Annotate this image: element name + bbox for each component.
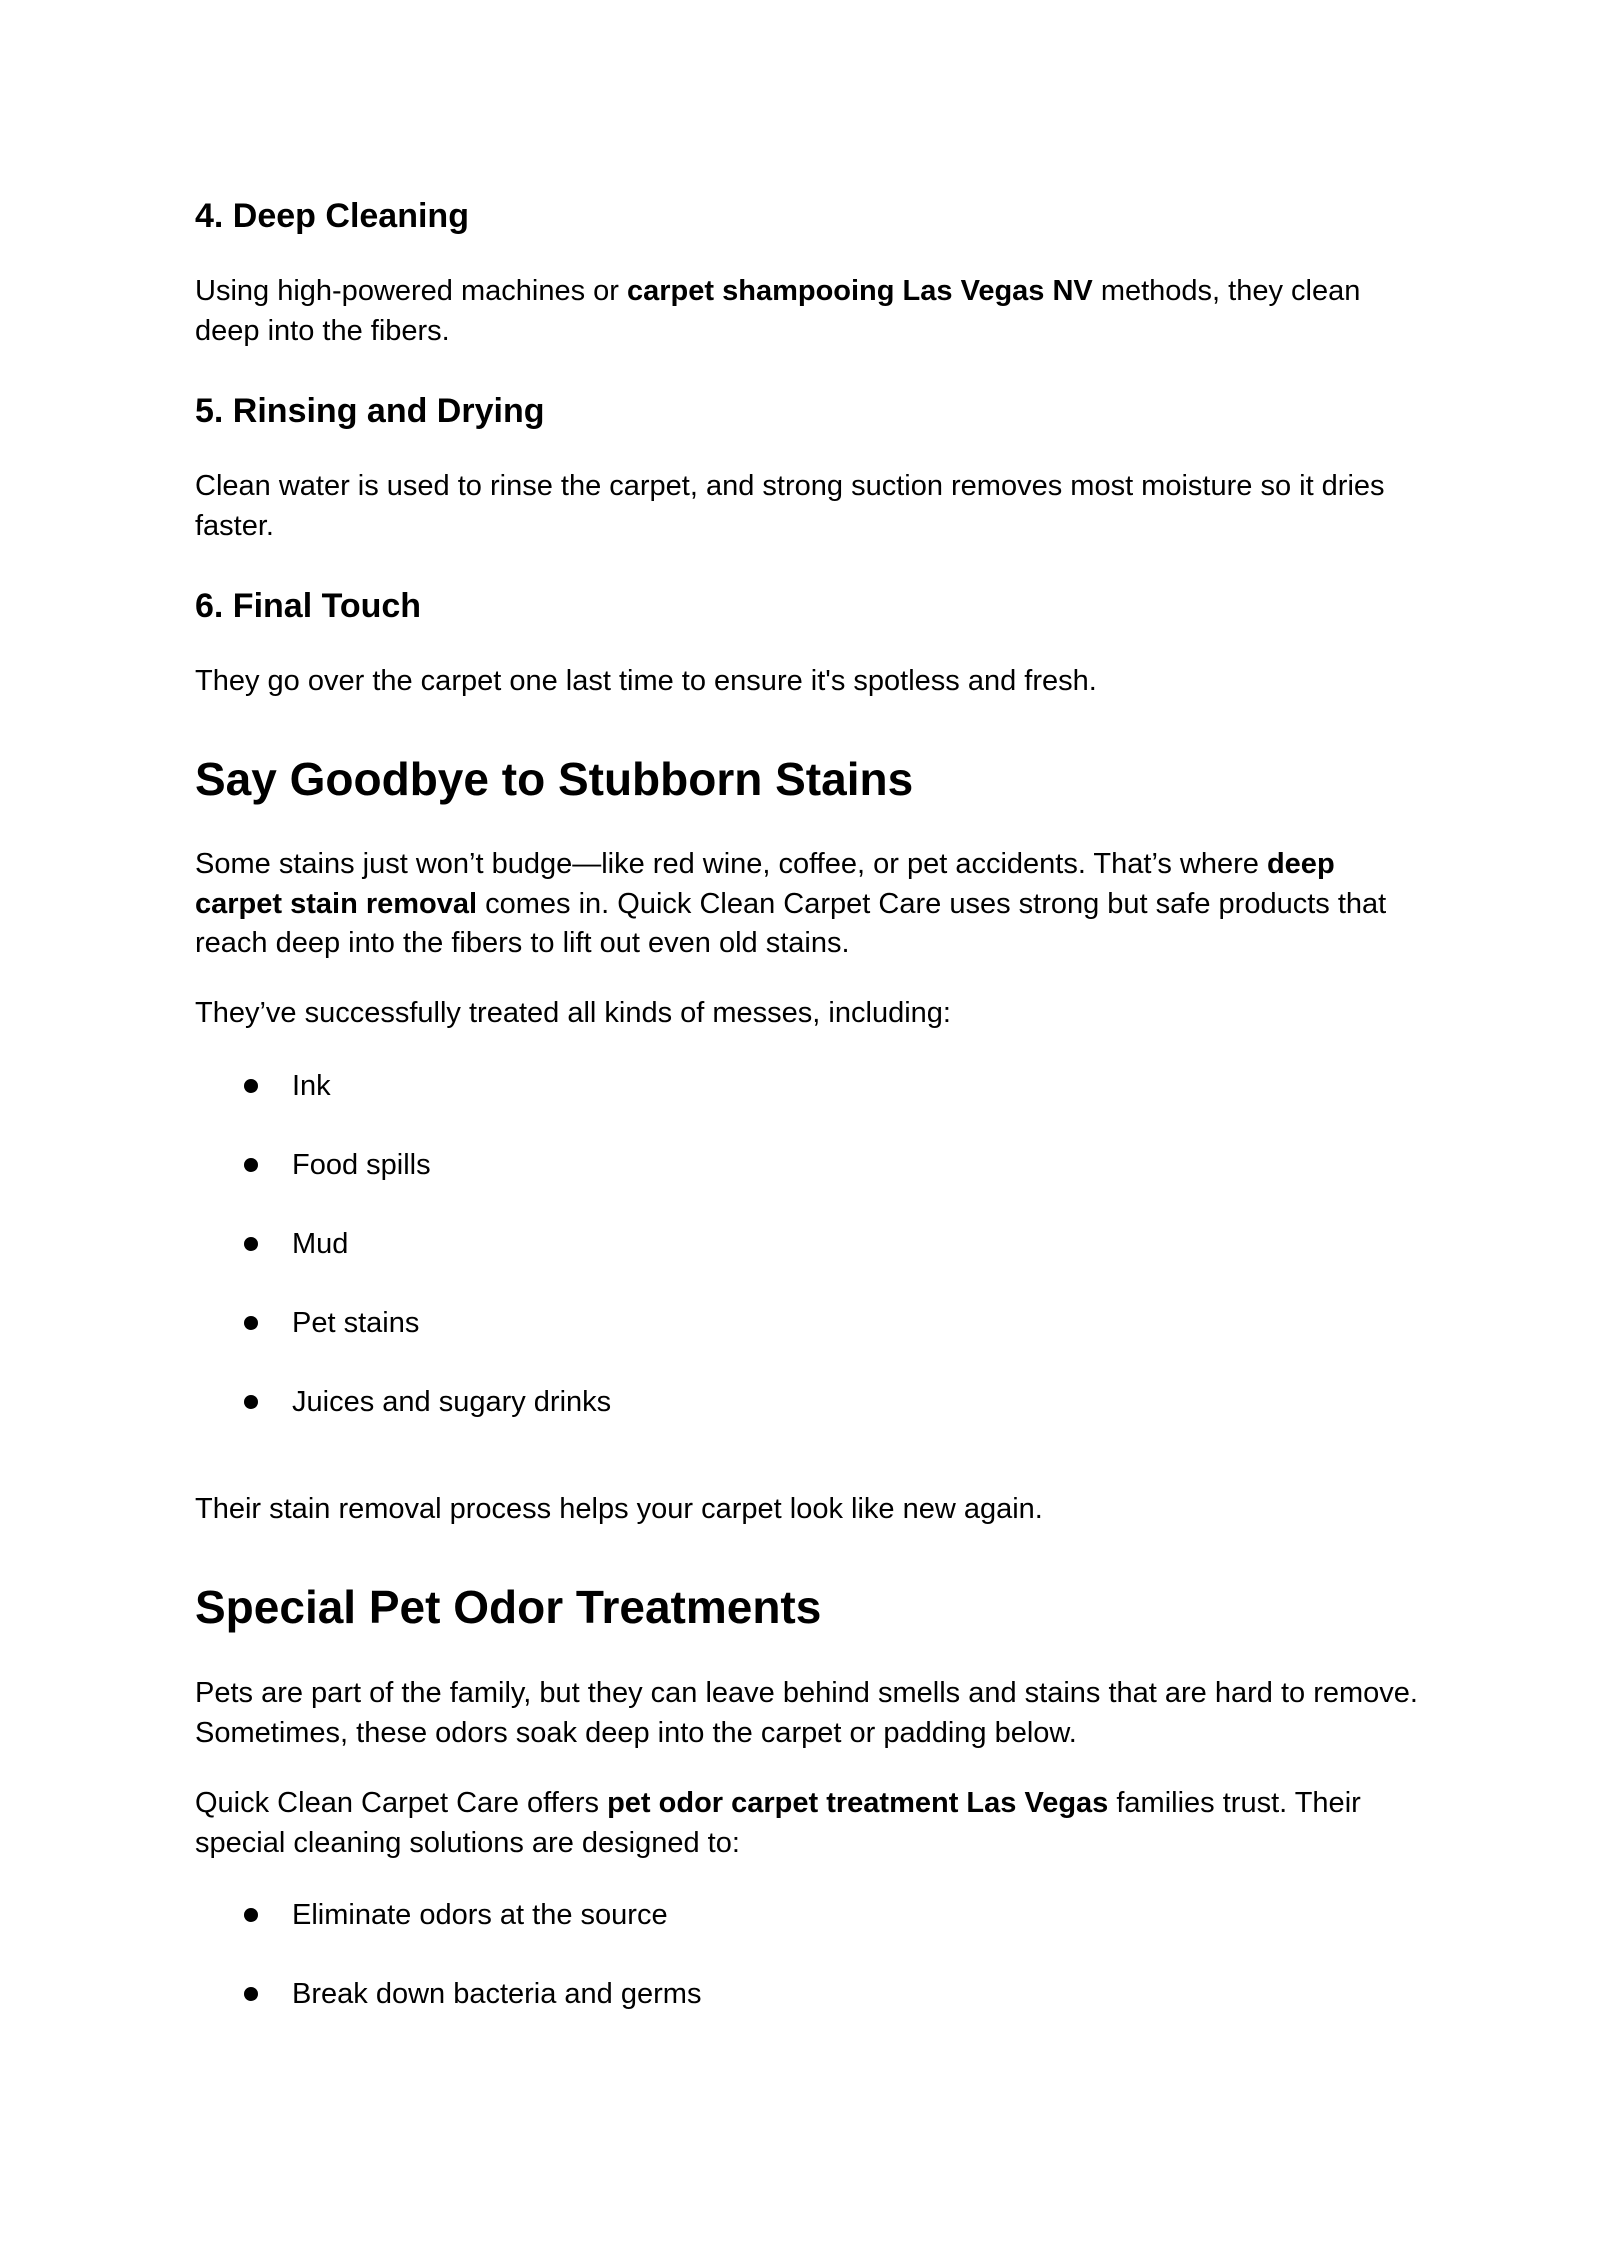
pet-odor-text-1: Quick Clean Carpet Care offers: [195, 1787, 608, 1819]
stains-bold-1: deep carpet stain removal: [195, 848, 1335, 920]
bullet-icon: [244, 1237, 258, 1251]
list-item: [195, 1895, 701, 1974]
pet-odor-paragraph-2: [195, 1784, 1425, 1863]
list-item-text: Pet stains: [292, 1307, 420, 1339]
deep-cleaning-heading: 4. Deep Cleaning: [195, 197, 469, 235]
list-item-text: Mud: [292, 1228, 349, 1260]
bullet-icon: [244, 1908, 258, 1922]
final-touch-paragraph: They go over the carpet one last time to ensure it's spotless and fresh.: [195, 665, 1097, 697]
bullet-icon: [244, 1987, 258, 2001]
pet-odor-text-2: families trust. Their special cleaning solutions are designed to:: [195, 1787, 1361, 1859]
list-item-text: Ink: [292, 1070, 331, 1102]
stains-intro: They’ve successfully treated all kinds of messes, including:: [195, 997, 951, 1029]
list-item: [195, 1974, 701, 2053]
list-item-text: Juices and sugary drinks: [292, 1386, 612, 1418]
pet-odor-paragraph-1: Pets are part of the family, but they can leave behind smells and stains that are hard to remove. Sometimes, these odors soak deep into the carpet or padding below.: [195, 1677, 1418, 1749]
list-item: [195, 1145, 611, 1224]
stains-list: [195, 1066, 611, 1461]
deep-cleaning-text-2: methods, they clean deep into the fibers.: [195, 275, 1361, 347]
pet-odor-bold-1: pet odor carpet treatment Las Vegas: [607, 1787, 1109, 1819]
bullet-icon: [244, 1079, 258, 1093]
deep-cleaning-text-1: Using high-powered machines or: [195, 275, 627, 307]
list-item-text: Eliminate odors at the source: [292, 1899, 668, 1931]
list-item: [195, 1066, 611, 1145]
stains-text-2: comes in. Quick Clean Carpet Care uses strong but safe products that reach deep into the fibers to lift out even old stains.: [195, 887, 1387, 959]
deep-cleaning-bold-1: carpet shampooing Las Vegas NV: [627, 275, 1093, 307]
bullet-icon: [244, 1158, 258, 1172]
deep-cleaning-paragraph: [195, 272, 1425, 351]
list-item: [195, 1382, 611, 1461]
stains-heading: Say Goodbye to Stubborn Stains: [195, 753, 914, 805]
list-item: [195, 1224, 611, 1303]
list-item-text: Break down bacteria and germs: [292, 1978, 702, 2010]
list-item: [195, 1303, 611, 1382]
rinsing-heading: 5. Rinsing and Drying: [195, 392, 545, 430]
final-touch-heading: 6. Final Touch: [195, 587, 422, 625]
stains-closing: Their stain removal process helps your carpet look like new again.: [195, 1493, 1043, 1525]
pet-odor-list: [195, 1895, 701, 2053]
rinsing-paragraph: Clean water is used to rinse the carpet, and strong suction removes most moisture so it dries faster.: [195, 470, 1385, 542]
list-item-text: Food spills: [292, 1149, 431, 1181]
stains-text-1: Some stains just won’t budge—like red wine, coffee, or pet accidents. That’s where: [195, 848, 1267, 880]
bullet-icon: [244, 1395, 258, 1409]
pet-odor-heading: Special Pet Odor Treatments: [195, 1581, 822, 1633]
bullet-icon: [244, 1316, 258, 1330]
stains-paragraph: [195, 845, 1425, 964]
